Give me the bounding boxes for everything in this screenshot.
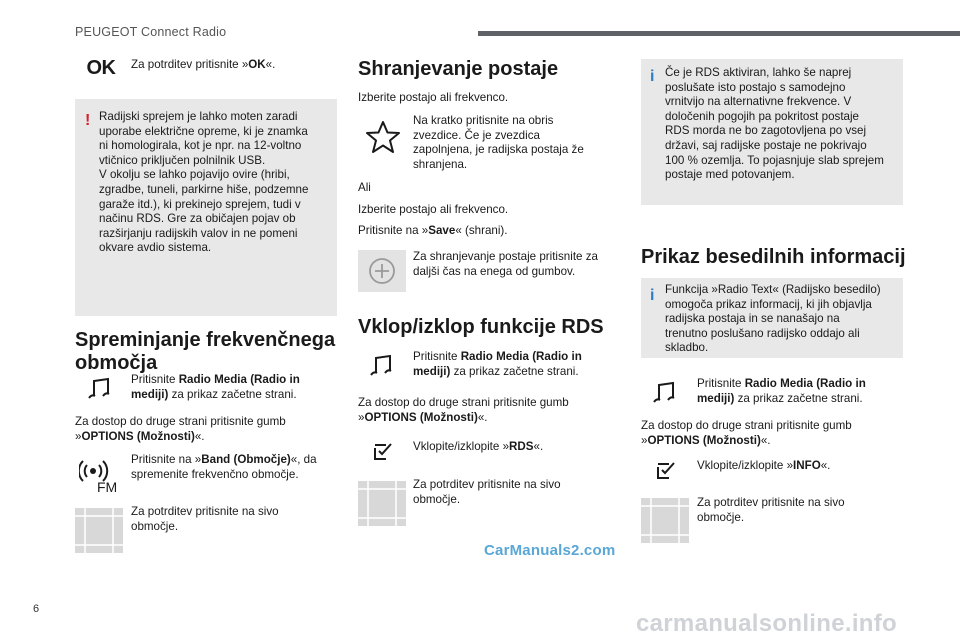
warning-box <box>75 99 337 316</box>
radio-media-instruction: Pritisnite Radio Media (Radio in mediji) za prikaz začetne strani. <box>697 377 866 405</box>
save-instruction: Pritisnite na »Save« (shrani). <box>358 224 508 237</box>
radio-fm-icon <box>79 455 121 495</box>
info-text: Če je RDS aktiviran, lahko še naprej poslušate isto postajo s samodejno vrnitvijo na alternativne frekvence. V določenih pogojih pa pokritost postaje RDS morda ne bo zagotovljena po vsej državi, saj radijske postaje ne pokrivajo 100 % ozemlja. To pojasnjuje slab sprejem postaje med potovanjem. <box>665 66 884 182</box>
page-number: 6 <box>33 603 40 615</box>
radio-media-instruction: Pritisnite Radio Media (Radio in mediji) za prikaz začetne strani. <box>131 373 300 401</box>
grey-area-icon <box>641 498 689 543</box>
watermark-carmanuals2: CarManuals2.com <box>484 542 616 559</box>
info-icon: i <box>650 68 655 85</box>
star-icon <box>364 118 402 156</box>
info-text: Funkcija »Radio Text« (Radijsko besedilo) omogoča prikaz informacij, ki jih objavlja radijska postaja in se nanašajo na trenutno poslušano radijsko oddajo ali skladbo. <box>665 283 881 355</box>
ok-instruction: Za potrditev pritisnite »OK«. <box>131 58 276 71</box>
confirm-grey-instruction: Za potrditev pritisnite na sivo območje. <box>413 478 561 506</box>
ok-icon: OK <box>86 56 116 79</box>
music-note-icon <box>86 376 114 402</box>
confirm-grey-instruction: Za potrditev pritisnite na sivo območje. <box>131 505 279 533</box>
options-instruction: Za dostop do druge strani pritisnite gumb »OPTIONS (Možnosti)«. <box>75 415 286 443</box>
header-bar <box>478 31 960 36</box>
info-icon: i <box>650 287 655 304</box>
grey-area-icon <box>75 508 123 553</box>
grey-area-icon <box>358 481 406 526</box>
music-note-icon <box>368 353 396 379</box>
page-header-title: PEUGEOT Connect Radio <box>75 25 227 39</box>
options-instruction: Za dostop do druge strani pritisnite gumb »OPTIONS (Možnosti)«. <box>358 396 569 424</box>
heading-frequency-band: Spreminjanje frekvenčnega območja <box>75 329 336 374</box>
watermark-carmanualsonline: carmanualsonline.info <box>636 610 898 637</box>
heading-save-station: Shranjevanje postaje <box>358 58 559 80</box>
info-box-rds <box>641 59 903 205</box>
info-toggle-instruction: Vklopite/izklopite »INFO«. <box>697 459 831 472</box>
radio-media-instruction: Pritisnite Radio Media (Radio in mediji) za prikaz začetne strani. <box>413 350 582 378</box>
star-instruction: Na kratko pritisnite na obris zvezdice. Če je zvezdica zapolnjena, je radijska postaja že shranjena. <box>413 114 584 171</box>
music-note-icon <box>651 380 679 406</box>
heading-text-info: Prikaz besedilnih informacij <box>641 246 906 268</box>
warning-icon: ! <box>85 112 91 129</box>
long-press-instruction: Za shranjevanje postaje pritisnite za daljši čas na enega od gumbov. <box>413 250 598 278</box>
info-box-radio-text <box>641 278 903 358</box>
rds-toggle-instruction: Vklopite/izklopite »RDS«. <box>413 440 544 453</box>
svg-text:FM: FM <box>97 479 118 495</box>
add-preset-icon <box>358 250 406 292</box>
heading-rds: Vklop/izklop funkcije RDS <box>358 316 604 338</box>
checkbox-icon <box>655 459 677 481</box>
warning-text: Radijski sprejem je lahko moten zaradi uporabe električne opreme, ki je znamka ni homologirala, kot je npr. na 12-voltno vtičnico priključen polnilnik USB. V okolju se lahko pojavijo ovire (hribi, zgradbe, tuneli, parkirne hiše, podzemne garaže itd.), ki prekinejo sprejem, tudi v načinu RDS. Gre za običajen pojav ob razširjanju radijskih valov in ne pomeni okvare avdio sistema. <box>99 110 309 255</box>
select-station-text-2: Izberite postajo ali frekvenco. <box>358 203 509 216</box>
band-instruction: Pritisnite na »Band (Območje)«, da spremenite frekvenčno območje. <box>131 453 317 481</box>
select-station-text: Izberite postajo ali frekvenco. <box>358 91 509 104</box>
options-instruction: Za dostop do druge strani pritisnite gumb »OPTIONS (Možnosti)«. <box>641 419 852 447</box>
or-text: Ali <box>358 181 371 194</box>
confirm-grey-instruction: Za potrditev pritisnite na sivo območje. <box>697 496 845 524</box>
checkbox-icon <box>372 440 394 462</box>
